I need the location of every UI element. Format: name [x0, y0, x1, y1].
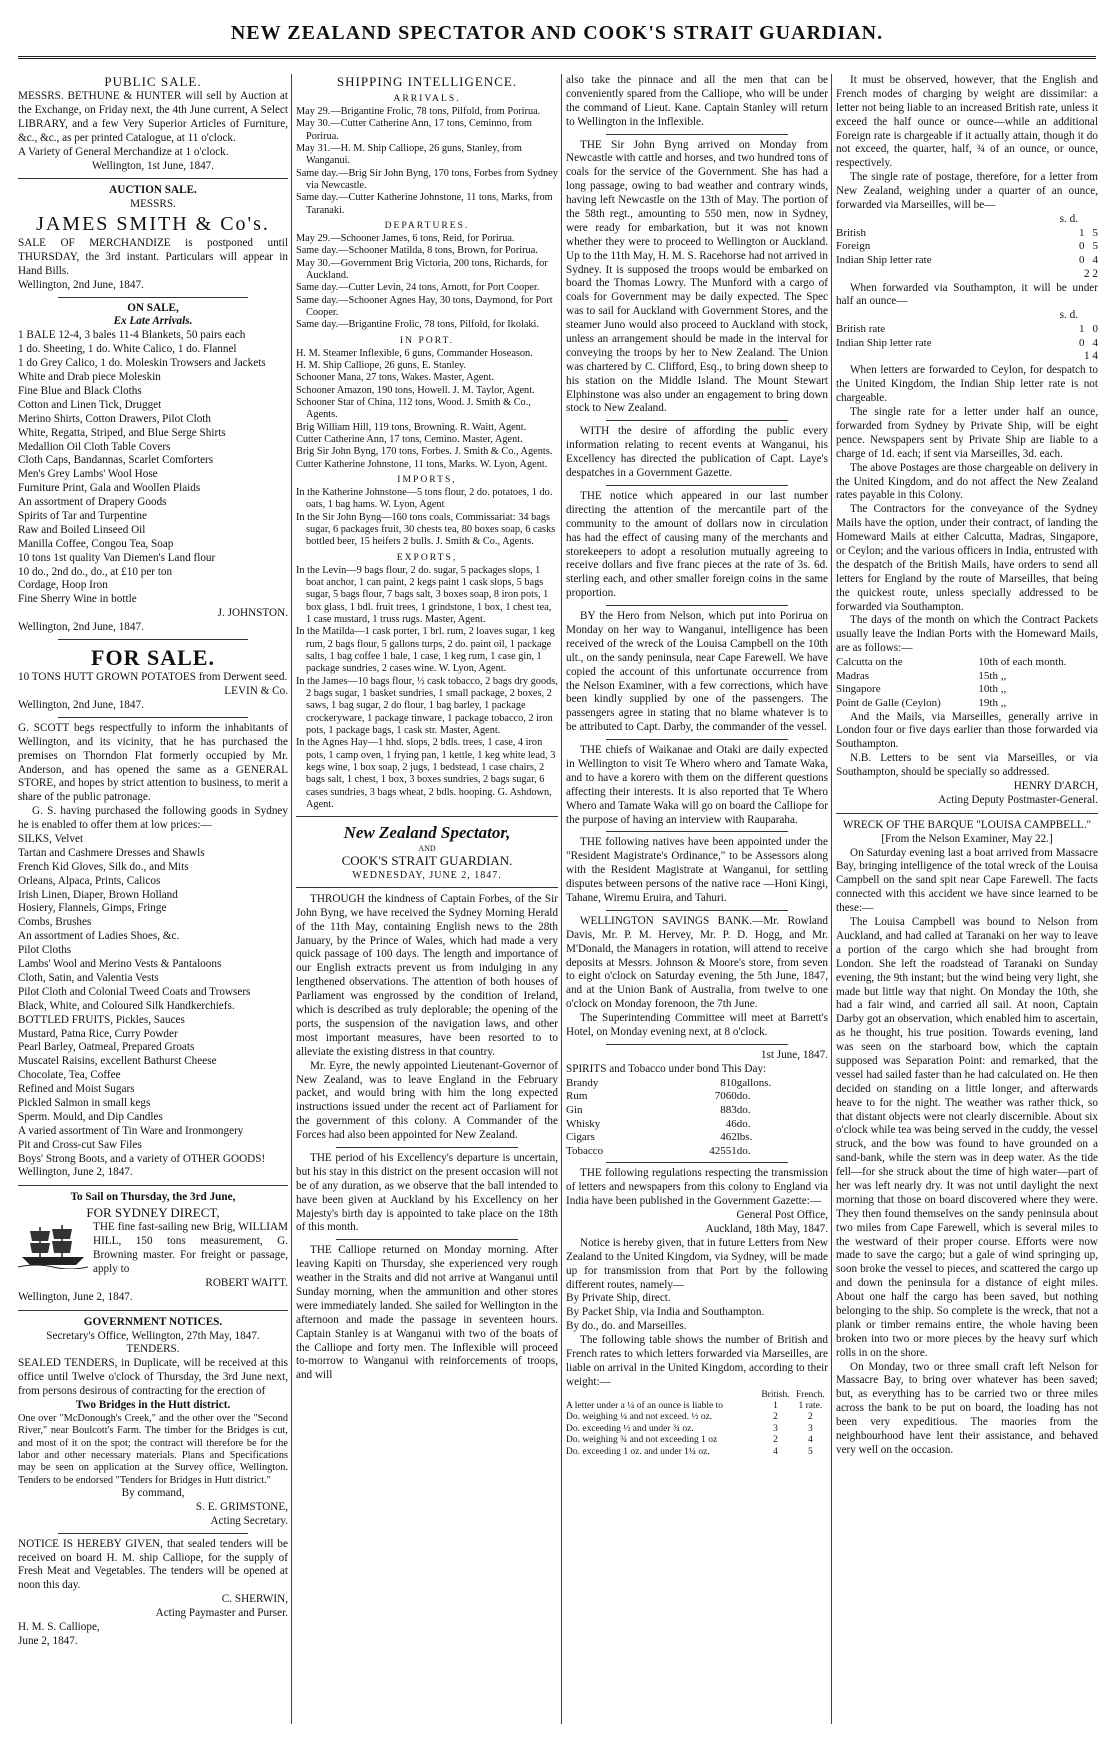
list-item: May 31.—H. M. Ship Calliope, 26 guns, Stanley, from Wanganui. — [296, 143, 522, 167]
divider — [18, 1310, 288, 1311]
table-cell: Whisky — [566, 1117, 601, 1130]
rates-table — [566, 1390, 828, 1458]
article-paragraph: On Monday, two or three small craft left Nelson for Massacre Bay, to bring over whatever has been saved; but, as everything has to be carried two or three miles across the bank to be put on board, the loading has not been very expeditious. The maories from the neighbourhood have lent their assistance, and behaved very well on the occasion. — [836, 1360, 1098, 1456]
list-item: Fine Sherry Wine in bottle — [18, 593, 137, 606]
table-cell: 46 — [725, 1117, 737, 1130]
table-cell: do. — [736, 1117, 751, 1130]
list-item: Medallion Oil Cloth Table Covers — [18, 440, 171, 453]
list-item: Same day.—Cutter Katherine Johnstone, 11 tons, Marks, from Taranaki. — [296, 192, 553, 216]
table-cell: Gin — [566, 1103, 583, 1116]
list-item: Pickled Salmon in small kegs — [18, 1096, 151, 1109]
notice-body: NOTICE IS HEREBY GIVEN, that sealed tenders will be received on board H. M. ship Calliope, for the supply of Fresh Meat and Vegetables. The tenders will be opened at noon this day. — [18, 1537, 288, 1592]
sail-date: Wellington, June 2, 1847. — [18, 1290, 133, 1303]
table-row — [836, 656, 1098, 670]
table-row — [566, 1435, 828, 1446]
sd-heading: s. d. — [1059, 309, 1078, 322]
divider — [606, 485, 788, 486]
masthead-rule — [18, 56, 1096, 59]
list-item: Chocolate, Tea, Coffee — [18, 1069, 121, 1082]
packets-table — [836, 656, 1098, 711]
article-paragraph: also take the pinnace and all the men that can be conveniently spared from the Calliope, who will be under the command of Lieut. Kane. Captain Stanley will return to Wellington in the Inflexible. — [566, 74, 828, 128]
article-paragraph: When letters are forwarded to Ceylon, for despatch to the United Kingdom, the Indian Ship letter rate is not chargeable. — [836, 364, 1098, 405]
list-item: Tartan and Cashmere Dresses and Shawls — [18, 846, 205, 859]
postage-table-2 — [836, 323, 1098, 350]
table-row — [566, 1447, 828, 1458]
list-item: Cordage, Hoop Iron — [18, 579, 108, 592]
masthead: NEW ZEALAND SPECTATOR AND COOK'S STRAIT GUARDIAN. — [230, 22, 884, 44]
table-cell: 19th ,, — [978, 696, 1007, 709]
in-port-list — [296, 348, 558, 471]
table-cell: Do. weighing ¼ and not exceed. ½ oz. — [566, 1412, 713, 1423]
list-item: Black, White, and Coloured Silk Handkerchiefs. — [18, 999, 235, 1012]
arrivals-heading: ARRIVALS. — [393, 93, 461, 105]
list-item: Muscatel Raisins, excellent Bathurst Cheese — [18, 1055, 217, 1068]
list-item: Spirits of Tar and Turpentine — [18, 509, 147, 522]
column-3 — [566, 74, 828, 1724]
article-paragraph: And the Mails, via Marseilles, generally arrive in London four or five days earlier than those forwarded via Southampton. — [836, 710, 1098, 751]
table-row — [566, 1118, 828, 1132]
tenders-signature: S. E. GRIMSTONE, — [195, 1500, 288, 1513]
on-sale-signature: J. JOHNSTON. — [217, 607, 288, 620]
list-item: By Packet Ship, via India and Southampton. — [566, 1306, 765, 1319]
table-cell: 810 — [720, 1076, 737, 1089]
government-notices-heading: GOVERNMENT NOTICES. — [83, 1315, 223, 1328]
table-cell: 3 — [773, 1423, 778, 1434]
scott-goods-list — [18, 833, 288, 1166]
government-office: Secretary's Office, Wellington, 27th May, 1847. — [46, 1329, 260, 1342]
notice-ship: H. M. S. Calliope, — [18, 1620, 100, 1633]
list-item: 1 do. Sheeting, 1 do. White Calico, 1 do. Flannel — [18, 343, 237, 356]
list-item: 1 BALE 12-4, 3 bales 11-4 Blankets, 50 pairs each — [18, 329, 246, 342]
list-item: Same day.—Brigantine Frolic, 78 tons, Pilfold, for Ikolaki. — [296, 319, 539, 331]
table-cell: Indian Ship letter rate — [836, 254, 932, 267]
list-item: Schooner Mana, 27 tons, Wakes. Master, Agent. — [296, 372, 494, 384]
table-cell: do. — [736, 1103, 751, 1116]
list-item: May 30.—Cutter Catherine Ann, 17 tons, Ceminno, from Porirua. — [296, 118, 532, 142]
article-paragraph: Notice is hereby given, that in future Letters from New Zealand to the United Kingdom, via Sydney, will be made up for transmission from that Port by the following different routes, namely— — [566, 1236, 828, 1291]
auction-firm: JAMES SMITH & Co's. — [36, 213, 270, 236]
sd-heading: s. d. — [1059, 212, 1078, 225]
post-office-date: Auckland, 18th May, 1847. — [705, 1222, 828, 1235]
table-cell: 15th ,, — [978, 669, 1007, 682]
table-row — [566, 1424, 828, 1435]
table-row — [566, 1131, 828, 1145]
table-row — [566, 1104, 828, 1118]
table-cell: Foreign — [836, 240, 871, 253]
postmaster-signature: HENRY D'ARCH, — [1013, 780, 1098, 793]
table-cell: Do. weighing ¾ and not exceeding 1 oz — [566, 1435, 718, 1446]
postage-total-1: 2 2 — [1084, 267, 1098, 280]
table-row — [566, 1077, 828, 1091]
article-paragraph: THE following natives have been appointed under the "Resident Magistrate's Ordinance," to be Assessors along with the Resident Magistrate at Wanganui, for settling disputes between persons of the native race —Honi Kingi, Tahane, Wiremu Eruira, and Tahuri. — [566, 836, 828, 904]
divider — [296, 887, 558, 888]
table-cell: 2 — [773, 1412, 778, 1423]
list-item: By Private Ship, direct. — [566, 1292, 671, 1305]
on-sale-subheading: Ex Late Arrivals. — [113, 315, 193, 328]
divider — [606, 910, 788, 911]
table-row — [836, 683, 1098, 697]
departures-list — [296, 233, 558, 332]
table-row — [836, 323, 1098, 337]
article-paragraph: The Contractors for the conveyance of the Sydney Mails have the option, under their contract, of landing the Homeward Mails at either Calcutta, Madras, Singapore, or Ceylon; and the various officers in India, entrusted with the despatch of the British Mails, have orders to send all letters for England by the route of Marseilles, that being the quickest route, unless specially addressed to be forwarded via Southampton. — [836, 503, 1098, 613]
article-paragraph: WITH the desire of affording the public every information relating to recent events at Wanganui, his Excellency has directed the publication of Capt. Laye's despatches in a Government Gazette. — [566, 425, 828, 480]
sail-heading: To Sail on Thursday, the 3rd June, — [70, 1191, 236, 1204]
list-item: Same day.—Schooner Matilda, 8 tons, Brown, for Porirua. — [296, 245, 538, 257]
public-sale-variety: A Variety of General Merchandize at 1 o'clock. — [18, 145, 229, 158]
divider — [606, 420, 788, 421]
list-item: 10 do., 2nd do., do., at £10 per ton — [18, 565, 173, 578]
public-sale-heading: PUBLIC SALE. — [104, 74, 202, 89]
list-item: Furniture Print, Gala and Woollen Plaids — [18, 482, 201, 495]
sail-heading-2: FOR SYDNEY DIRECT, — [86, 1205, 220, 1221]
table-cell: do. — [736, 1144, 751, 1157]
list-item: Mustard, Patna Rice, Curry Powder — [18, 1027, 178, 1040]
spirits-table — [566, 1077, 828, 1159]
tenders-command: By command, — [121, 1486, 185, 1499]
divider — [58, 1533, 248, 1534]
table-cell: 10th ,, — [978, 683, 1007, 696]
departures-heading: DEPARTURES. — [384, 220, 470, 232]
column-1 — [18, 74, 288, 1724]
table-cell: A letter under a ¼ of an ounce is liable to — [566, 1401, 723, 1412]
list-item: Refined and Moist Sugars — [18, 1083, 135, 1096]
tenders-role: Acting Secretary. — [210, 1514, 288, 1527]
table-cell: Singapore — [836, 683, 881, 696]
article-paragraph: When forwarded via Southampton, it will be under half an ounce— — [836, 281, 1098, 308]
notice-signature: C. SHERWIN, — [221, 1593, 288, 1606]
list-item: Irish Linen, Diaper, Brown Holland — [18, 888, 178, 901]
table-cell: 10th of each month. — [978, 656, 1067, 669]
article-paragraph: The single rate for a letter under half an ounce, forwarded from Sydney by Private Ship, will be eight pence. Newspapers sent by Private Ship are liable to a charge of 1d. each; if sent via Marseilles, 3d. each. — [836, 406, 1098, 460]
divider — [336, 1239, 518, 1240]
table-row — [836, 337, 1098, 351]
table-cell: 1 rate. — [798, 1401, 823, 1412]
list-item: Cloth Caps, Bandannas, Scarlet Comforters — [18, 454, 214, 467]
list-item: Schooner Star of China, 112 tons, Wood. J. Smith & Co., Agents. — [296, 397, 531, 421]
on-sale-heading: ON SALE, — [127, 301, 179, 314]
table-row — [566, 1090, 828, 1104]
table-cell: Do. exceeding 1 oz. and under 1¼ oz. — [566, 1446, 710, 1457]
list-item: In the Agnes Hay—1 hhd. slops, 2 bdls. trees, 1 case, 4 iron pots, 1 camp oven, 1 frying pan, 1 kettle, 1 keg white lead, 3 kegs wine, 1 box soap, 2 jugs, 1 bedstead, 1 case chairs, 2 bags salt, 1 chest, 1 box, 3 boxes sundries, 2 bags sugar, 6 cases sundries, 3 bags wheat, 2 bdls. hooping. G. Ashdown, Agent. — [296, 737, 556, 811]
divider — [336, 1147, 518, 1148]
table-cell: 0 — [1078, 240, 1085, 253]
spirits-heading: SPIRITS and Tobacco under bond This Day: — [566, 1062, 767, 1075]
list-item: An assortment of Drapery Goods — [18, 496, 167, 509]
table-row — [566, 1390, 828, 1401]
table-cell: 0 — [1078, 336, 1085, 349]
column-divider — [291, 74, 292, 1724]
tenders-body-2: One over "McDonough's Creek," and the other over the "Second River," near Boulcott's Farm. The timber for the Bridges is cut, and most of it on the spot; the contract will therefore be for the labor and other necessary materials. Plans and Specifications may be seen on application at the Survey office, Wellington. Tenders to be endorsed "Tenders for Bridges in Hutt district." — [18, 1412, 288, 1486]
public-sale-date: Wellington, 1st June, 1847. — [91, 159, 215, 172]
table-cell: 42551 — [709, 1144, 737, 1157]
table-cell: Tobacco — [566, 1144, 604, 1157]
list-item: May 30.—Government Brig Victoria, 200 tons, Richards, for Auckland. — [296, 257, 548, 282]
list-item: Pilot Cloths — [18, 944, 72, 957]
article-paragraph: The following table shows the number of British and French rates to which letters forwarded via Marseilles, are liable on arrival in the United Kingdom, according to their weight:— — [566, 1334, 828, 1388]
table-cell: 5 — [808, 1446, 813, 1457]
table-cell: 4 — [808, 1435, 813, 1446]
divider — [58, 717, 248, 718]
list-item: White, Regatta, Striped, and Blue Serge Shirts — [18, 426, 226, 439]
table-cell: British — [836, 226, 866, 239]
table-cell: Rum — [566, 1090, 588, 1103]
wreck-source: [From the Nelson Examiner, May 22.] — [881, 832, 1053, 845]
on-sale-date: Wellington, 2nd June, 1847. — [18, 621, 144, 634]
article-paragraph: On Saturday evening last a boat arrived from Massacre Bay, bringing intelligence of the total wreck of the Louisa Campbell on the sand spit near Cape Farewell. The facts connected with this accident we have since learned to be these:— — [836, 846, 1098, 915]
list-item: In the James—10 bags flour, ½ cask tobacco, 2 bags dry goods, 2 bags sugar, 1 basket sundries, 1 small package, 2 boxes, 2 saws, 1 bag sugar, 2 do flour, 1 bag barley, 1 package crockeryware, 1 package tinware, 1 package tobacco, 2 iron pots, 1 package bags, 1 cask str. Master, Agent. — [296, 675, 558, 737]
table-cell: 4 — [1092, 254, 1098, 267]
list-item: Sperm. Mould, and Dip Candles — [18, 1110, 163, 1123]
list-item: Combs, Brushes — [18, 916, 92, 929]
wreck-heading: WRECK OF THE BARQUE "LOUISA CAMPBELL." — [842, 818, 1092, 831]
list-item: An assortment of Ladies Shoes, &c. — [18, 930, 180, 943]
table-cell: 5 — [1092, 240, 1098, 253]
article-paragraph: It must be observed, however, that the English and French modes of charging by weight are dissimilar: a letter not being liable to an increased British rate, unless it exceed the half ounce or ounce—while an additional Foreign rate is chargeable if it actually attain, though it do not exceed, the quarter, half, ¾ of an ounce, or ounce, respectively. — [836, 74, 1098, 170]
divider — [606, 739, 788, 740]
list-item: Pit and Cross-cut Saw Files — [18, 1138, 142, 1151]
paper-date: WEDNESDAY, JUNE 2, 1847. — [352, 869, 502, 881]
list-item: Cutter Catherine Ann, 17 tons, Cemino. Master, Agent. — [296, 434, 523, 446]
divider — [606, 1044, 788, 1045]
shipping-heading: SHIPPING INTELLIGENCE. — [336, 74, 518, 89]
divider — [58, 297, 248, 298]
for-sale-body: 10 TONS HUTT GROWN POTATOES from Derwent seed. — [18, 671, 288, 684]
article-paragraph: THE Sir John Byng arrived on Monday from Newcastle with cattle and horses, and two hundred tons of coals for the service of the Government. She has had a long passage, owing to bad weather and contrary winds, having left Newcastle on the 13th of May. The portion of the 58th regt., amounting to 550 men, now in Sydney, were ready for embarkation, but it was not known whether they were to proceed to Wellington or Auckland. Up to the 11th May, H. M. S. Racehorse had not arrived in Sydney. It is supposed the troops would be embarked on board the Thomas Lowry. The Munford with a cargo of coals for Government may be daily expected. The Spec was to sail for Auckland with Government Stores, and the steamer Juno would also proceed to Auckland with stock, unless an arrangement should be made in the interval for conveying the troops by her to New Zealand. The Union was chartered by C. Clifford, Esq., to bring down sheep to his station on the Middle Island. The Mount Stewart Elphinstone was also under an engagement to bring down stock to New Zealand. — [566, 138, 828, 415]
public-sale-body: MESSRS. BETHUNE & HUNTER will sell by Auction at the Exchange, on Friday next, the 4th June current, A Select LIBRARY, and a few Very Superior Articles of Furniture, &c., &c., as per printed Catalogue, at 11 o'clock. — [18, 90, 288, 144]
article-paragraph: BY the Hero from Nelson, which put into Porirua on Monday on her way to Wanganui, intelligence has been received of the wreck of the Louisa Campbell on the 10th ult., on the sandy peninsula, near Cape Farewell. We have copied the account of this unfortunate occurrence from the Nelson Examiner, with a few corrections, which have been kindly supplied by one of the passengers. The passengers agree in stating that no blame whatever is to be attributed to Capt. Darby, the commander of the vessel. — [566, 610, 828, 734]
ship-icon — [18, 1221, 88, 1269]
tenders-bridges: Two Bridges in the Hutt district. — [75, 1398, 231, 1411]
table-cell: gallons. — [736, 1076, 772, 1089]
table-row — [836, 697, 1098, 711]
table-cell: 2 — [773, 1435, 778, 1446]
list-item: 10 tons 1st quality Van Diemen's Land flour — [18, 551, 216, 564]
divider — [606, 605, 788, 606]
list-item: Same day.—Schooner Agnes Hay, 30 tons, Daymond, for Port Cooper. — [296, 294, 553, 319]
list-item: May 29.—Schooner James, 6 tons, Reid, for Porirua. — [296, 232, 515, 244]
divider — [606, 1162, 788, 1163]
sail-body: THE fine fast-sailing new Brig, WILLIAM HILL, 150 tons measurement, G. Browning master. For freight or passage, apply to — [93, 1221, 288, 1275]
arrivals-list — [296, 106, 558, 217]
table-cell: 883 — [720, 1103, 737, 1116]
divider — [296, 816, 558, 817]
table-cell: British rate — [836, 323, 886, 336]
column-divider — [831, 74, 832, 1724]
article-paragraph: THE Calliope returned on Monday morning. After leaving Kapiti on Thursday, she experienced very rough weather in the Straits and did not arrive at Wanganui until Sunday morning, when the ammunition and other stores were immediately landed. She sailed for Wellington in the afternoon and made the passage in seventeen hours. Captain Stanley is at Wanganui with two of the boats of the Calliope and forty men. The Inflexible will proceed to-morrow to Wanganui with reinforcements of troops, and will — [296, 1244, 558, 1382]
auction-date: Wellington, 2nd June, 1847. — [18, 278, 144, 291]
article-paragraph: WELLINGTON SAVINGS BANK.—Mr. Rowland Davis, Mr. P. M. Hervey, Mr. P. D. Hogg, and Mr. M'Donald, the Managers in rotation, will attend to receive deposits at Messrs. Johnson & Moore's store, from seven to eight o'clock on Saturday evening, the 5th June, 1847, and at the Union Bank of Australia, from twelve to one o'clock on Monday forenoon, the 7th June. — [566, 914, 828, 1011]
list-item: Schooner Amazon, 190 tons, Howell. J. M. Taylor, Agent. — [296, 384, 535, 396]
article-paragraph: THE chiefs of Waikanae and Otaki are daily expected in Wellington to visit Te Whero whero and Tamate Waka, and to have a korero with them on the different questions affecting their interests. It is also reported that Te Whero Whero and Tamate Waka will go on board the Calliope for the purpose of having an interview with Rauparaha. — [566, 744, 828, 826]
table-row — [836, 254, 1098, 268]
postage-total-2: 1 4 — [1084, 350, 1098, 363]
list-item: Pearl Barley, Oatmeal, Prepared Groats — [18, 1041, 195, 1054]
list-item: H. M. Steamer Inflexible, 6 guns, Commander Hoseason. — [296, 347, 533, 359]
list-item: Same day.—Brig Sir John Byng, 170 tons, Forbes from Sydney via Newcastle. — [296, 167, 558, 192]
table-row — [566, 1401, 828, 1412]
table-cell: do. — [736, 1090, 751, 1103]
list-item: H. M. Ship Calliope, 26 guns, E. Stanley. — [296, 359, 467, 371]
sail-signature: ROBERT WAITT. — [205, 1276, 288, 1289]
list-item: Manilla Coffee, Congou Tea, Soap — [18, 537, 174, 550]
table-cell: 7060 — [714, 1090, 737, 1103]
list-item: Pilot Cloth and Colonial Tweed Coats and Trowsers — [18, 985, 251, 998]
for-sale-date: Wellington, 2nd June, 1847. — [18, 699, 144, 712]
table-cell: 462 — [720, 1131, 737, 1144]
article-paragraph: THE period of his Excellency's departure is uncertain, but his stay in this district on the present occasion will not be of any duration, as we observe that the ball intended to have been given at Auckland by his Excellency on her Majesty's birth day is appointed to take place on the 18th of this month. — [296, 1151, 558, 1234]
imports-heading: IMPORTS, — [397, 474, 457, 486]
table-cell: Indian Ship letter rate — [836, 336, 932, 349]
list-item: A varied assortment of Tin Ware and Ironmongery — [18, 1124, 244, 1137]
table-row — [566, 1412, 828, 1423]
list-item: Boys' Strong Boots, and a variety of OTHER GOODS! — [18, 1152, 266, 1165]
tenders-heading: TENDERS. — [126, 1343, 180, 1356]
list-item: SILKS, Velvet — [18, 833, 84, 846]
table-cell: 5 — [1092, 226, 1098, 239]
list-item: 1 do Grey Calico, 1 do. Moleskin Trowsers and Jackets — [18, 357, 266, 370]
table-cell: lbs. — [736, 1131, 753, 1144]
list-item: French Kid Gloves, Silk do., and Mits — [18, 860, 189, 873]
table-cell: 1 — [1078, 226, 1085, 239]
list-item: In the Levin—9 bags flour, 2 do. sugar, 5 packages slops, 1 boat anchor, 1 can paint, 2 kegs paint 1 cask slops, 5 bags sugar, 5 bags flour, 7 bags salt, 3 boxes soap, 8 iron pots, 1 box glass, 1 bdl. fruit trees, 1 grindstone, 1 box, 1 chest tea, 1 case mustard, 1 truss rugs. Master, Agent. — [296, 564, 552, 625]
article-paragraph: The Louisa Campbell was bound to Nelson from Auckland, and had called at Taranaki on her way to leave a portion of the cargo which she had brought from London. She left the roadstead of Taranaki on Sunday evening, the 9th instant; but the wind being very light, she made but little way that night. On Monday the 10th, she had a fair wind, and carried all sail. At noon, Captain Darby got an observation, which enabled him to ascertain, as he thought, his true position. Towards evening, land was seen on the starboard bow, which the captain supposed was Separation Point: and remarked, that the vessel had sailed faster than he had calculated on. He then decided on standing on a little longer, and afterwards heave to for the night. The weather was rather thick, so that distant objects were not clearly discernible. About six o'clock while tea was being served in the cuddy, the vessel struck, and the bow was found to have grounded on a sand-bank, while the stern was in deep water. As the tide fell—for she struck about the time of high water—part of her was left nearly dry. It was not until daylight the next morning that those on board discovered where they were. They then found themselves on the sandy peninsula about two miles from Cape Farewell, which is several miles to the westward of their proper course. Efforts were now made to save the cargo; but a gale of wind springing up, soon broke the vessel to pieces, and scattered the cargo up and down the peninsula for a distance of eight miles. About one half the cargo has been saved, but nothing belonging to the ship. So complete is the wreck, that not a plank or timber remains entire, the whole having been broken into two or more pieces by the heavy surf which rolls in on the shore. — [836, 916, 1098, 1359]
table-cell: British. — [761, 1389, 790, 1400]
article-paragraph: Mr. Eyre, the newly appointed Lieutenant-Governor of New Zealand, was to leave England in the February packet, and would bring with him the long expected instructions issued under the recent act of Parliament for the government of this colony. A Commander of the Forces had also been appointed for New Zealand. — [296, 1059, 558, 1142]
list-item: Raw and Boiled Linseed Oil — [18, 523, 146, 536]
list-item: Fine Blue and Black Cloths — [18, 384, 142, 397]
list-item: Brig William Hill, 119 tons, Browning. R. Waitt, Agent. — [296, 421, 527, 433]
scott-date: Wellington, June 2, 1847. — [18, 1166, 133, 1179]
column-divider — [561, 74, 562, 1724]
for-sale-signature: LEVIN & Co. — [224, 685, 288, 698]
table-row — [836, 227, 1098, 241]
paper-title: New Zealand Spectator, — [343, 823, 511, 843]
column-4 — [836, 74, 1098, 1724]
divider — [606, 134, 788, 135]
routes-list — [566, 1292, 828, 1334]
list-item: Cloth, Satin, and Valentia Vests — [18, 971, 159, 984]
auction-heading: AUCTION SALE. — [109, 184, 197, 197]
table-row — [566, 1145, 828, 1159]
notice-date: June 2, 1847. — [18, 1634, 78, 1647]
list-item: Brig Sir John Byng, 170 tons, Forbes. J. Smith & Co., Agents. — [296, 446, 553, 458]
list-item: Men's Grey Lambs' Wool Hose — [18, 468, 158, 481]
list-item: Merino Shirts, Cotton Drawers, Pilot Cloth — [18, 412, 211, 425]
article-paragraph: The single rate of postage, therefore, for a letter from New Zealand, weighing under a quarter of an ounce, forwarded via Marseilles, will be— — [836, 171, 1098, 212]
article-paragraph: The days of the month on which the Contract Packets usually leave the Indian Ports with the Homeward Mails, are as follows:— — [836, 614, 1098, 655]
table-cell: 4 — [1092, 336, 1098, 349]
list-item: Same day.—Cutter Levin, 24 tons, Arnott, for Port Cooper. — [296, 282, 540, 294]
list-item: White and Drab piece Moleskin — [18, 371, 161, 384]
table-row — [836, 670, 1098, 684]
article-paragraph: The above Postages are those chargeable on delivery in the United Kingdom, and do not affect the New Zealand rates payable in this Colony. — [836, 461, 1098, 502]
table-cell: French. — [796, 1389, 825, 1400]
divider — [606, 831, 788, 832]
list-item: Lambs' Wool and Merino Vests & Pantaloons — [18, 958, 222, 971]
list-item: By do., do. and Marseilles. — [566, 1320, 687, 1333]
paper-and: AND — [418, 843, 436, 853]
article-paragraph: N.B. Letters to be sent via Marseilles, or via Southampton, should be specially so addressed. — [836, 752, 1098, 779]
postmaster-role: Acting Deputy Postmaster-General. — [938, 793, 1098, 806]
divider — [836, 813, 1098, 814]
table-cell: 0 — [1092, 323, 1098, 336]
table-cell: Calcutta on the — [836, 656, 903, 669]
table-cell: Do. exceeding ½ and under ¾ oz. — [566, 1423, 694, 1434]
table-cell: 0 — [1078, 254, 1085, 267]
postage-table-1 — [836, 227, 1098, 268]
imports-list — [296, 487, 558, 549]
article-paragraph: THE notice which appeared in our last number directing the attention of the mercantile part of the community to the amount of dollars now in circulation has had the effect of causing many of the merchants and storekeepers to adopt a resolution mutually agreeing to receive dollars and five franc pieces at the rate of 3s. 6d. sterling each, and other smaller foreign coins in the same proportion. — [566, 489, 828, 600]
exports-heading: EXPORTS, — [396, 551, 458, 563]
table-cell: 3 — [808, 1423, 813, 1434]
list-item: Orleans, Alpaca, Prints, Calicos — [18, 874, 161, 887]
list-item: In the Matilda—1 cask porter, 1 brl. rum, 2 loaves sugar, 1 keg rum, 2 bags flour, 5 gallons turps, 2 do. paint oil, 1 package salts, 1 bag coffee 1 bale, 1 case, 1 keg rum, 1 case gin, 1 package sundries, 2 cases wine. W. Lyon, Agent. — [296, 626, 555, 675]
in-port-heading: IN PORT. — [399, 334, 455, 346]
table-cell — [566, 1390, 758, 1401]
divider — [58, 639, 248, 640]
spirits-date: 1st June, 1847. — [760, 1048, 828, 1061]
scott-notice: G. SCOTT begs respectfully to inform the inhabitants of Wellington, and its vicinity, that he has purchased the premises on Thorndon Flat formerly occupied by Mr. Anderson, and has opened the same as a GENERAL STORE, and hopes by strict attention to business, to merit a share of the public patronage. — [18, 721, 288, 804]
post-office-heading: General Post Office, — [736, 1209, 828, 1222]
table-cell: 2 — [808, 1412, 813, 1423]
auction-body: SALE OF MERCHANDIZE is postponed until THURSDAY, the 3rd instant. Particulars will appear in Hand Bills. — [18, 237, 288, 277]
list-item: In the Katherine Johnstone—5 tons flour, 2 do. potatoes, 1 do. oats, 1 bag hams. W. Lyon, Agent — [296, 486, 553, 511]
article-paragraph: The Superintending Committee will meet at Barrett's Hotel, on Monday evening next, at 8 o'clock. — [566, 1012, 828, 1038]
table-cell: 4 — [773, 1446, 778, 1457]
list-item: Hosiery, Flannels, Gimps, Fringe — [18, 902, 167, 915]
divider — [18, 178, 288, 179]
for-sale-heading: FOR SALE. — [91, 644, 215, 670]
table-cell: Cigars — [566, 1131, 595, 1144]
article-paragraph: THROUGH the kindness of Captain Forbes, of the Sir John Byng, we have received the Sydney Morning Herald of the 11th May, containing English news to the 28th January, by the Prince of Wales, which had made a very quick passage of 100 days. The length and importance of our English extracts prevent us from indulging in any lengthened observations. The attention of both houses of Parliament was engrossed by the condition of Ireland, which is described as truly deplorable; the opening of the ports, the suspension of the navigation laws, and other most important measures, have been resorted to to alleviate the existing distress in that country. — [296, 892, 558, 1058]
table-cell: 1 — [1078, 323, 1085, 336]
table-cell: Madras — [836, 669, 869, 682]
table-row — [836, 240, 1098, 254]
list-item: Cutter Katherine Johnstone, 11 tons, Marks. W. Lyon, Agent. — [296, 458, 548, 470]
list-item: BOTTLED FRUITS, Pickles, Sauces — [18, 1013, 185, 1026]
table-cell: Point de Galle (Ceylon) — [836, 696, 941, 709]
auction-messrs: MESSRS. — [130, 198, 176, 211]
paper-title-2: COOK'S STRAIT GUARDIAN. — [341, 853, 513, 869]
list-item: Cotton and Linen Tick, Drugget — [18, 398, 162, 411]
article-paragraph: THE following regulations respecting the transmission of letters and newspapers from this colony to England via India have been published in the Government Gazette:— — [566, 1167, 828, 1208]
notice-role: Acting Paymaster and Purser. — [155, 1607, 288, 1620]
table-cell: Brandy — [566, 1076, 599, 1089]
column-2 — [296, 74, 558, 1724]
divider — [18, 1185, 288, 1186]
table-cell: 1 — [773, 1401, 778, 1412]
scott-notice-2: G. S. having purchased the following goods in Sydney he is enabled to offer them at low prices:— — [18, 805, 288, 832]
list-item: May 29.—Brigantine Frolic, 78 tons, Pilfold, from Porirua. — [296, 106, 541, 117]
list-item: In the Sir John Byng—160 tons coals, Commissariat: 34 bags sugar, 6 packages fruit, 30 chests tea, 80 boxes soap, 6 casks bottled beer, 15 heifers 2 bulls. J. Smith & Co., Agents. — [296, 511, 556, 548]
tenders-body: SEALED TENDERS, in Duplicate, will be received at this office until Twelve o'clock of Thursday, the 3rd June next, from persons desirous of contracting for the erection of — [18, 1357, 288, 1398]
on-sale-list — [18, 329, 288, 607]
exports-list — [296, 565, 558, 812]
